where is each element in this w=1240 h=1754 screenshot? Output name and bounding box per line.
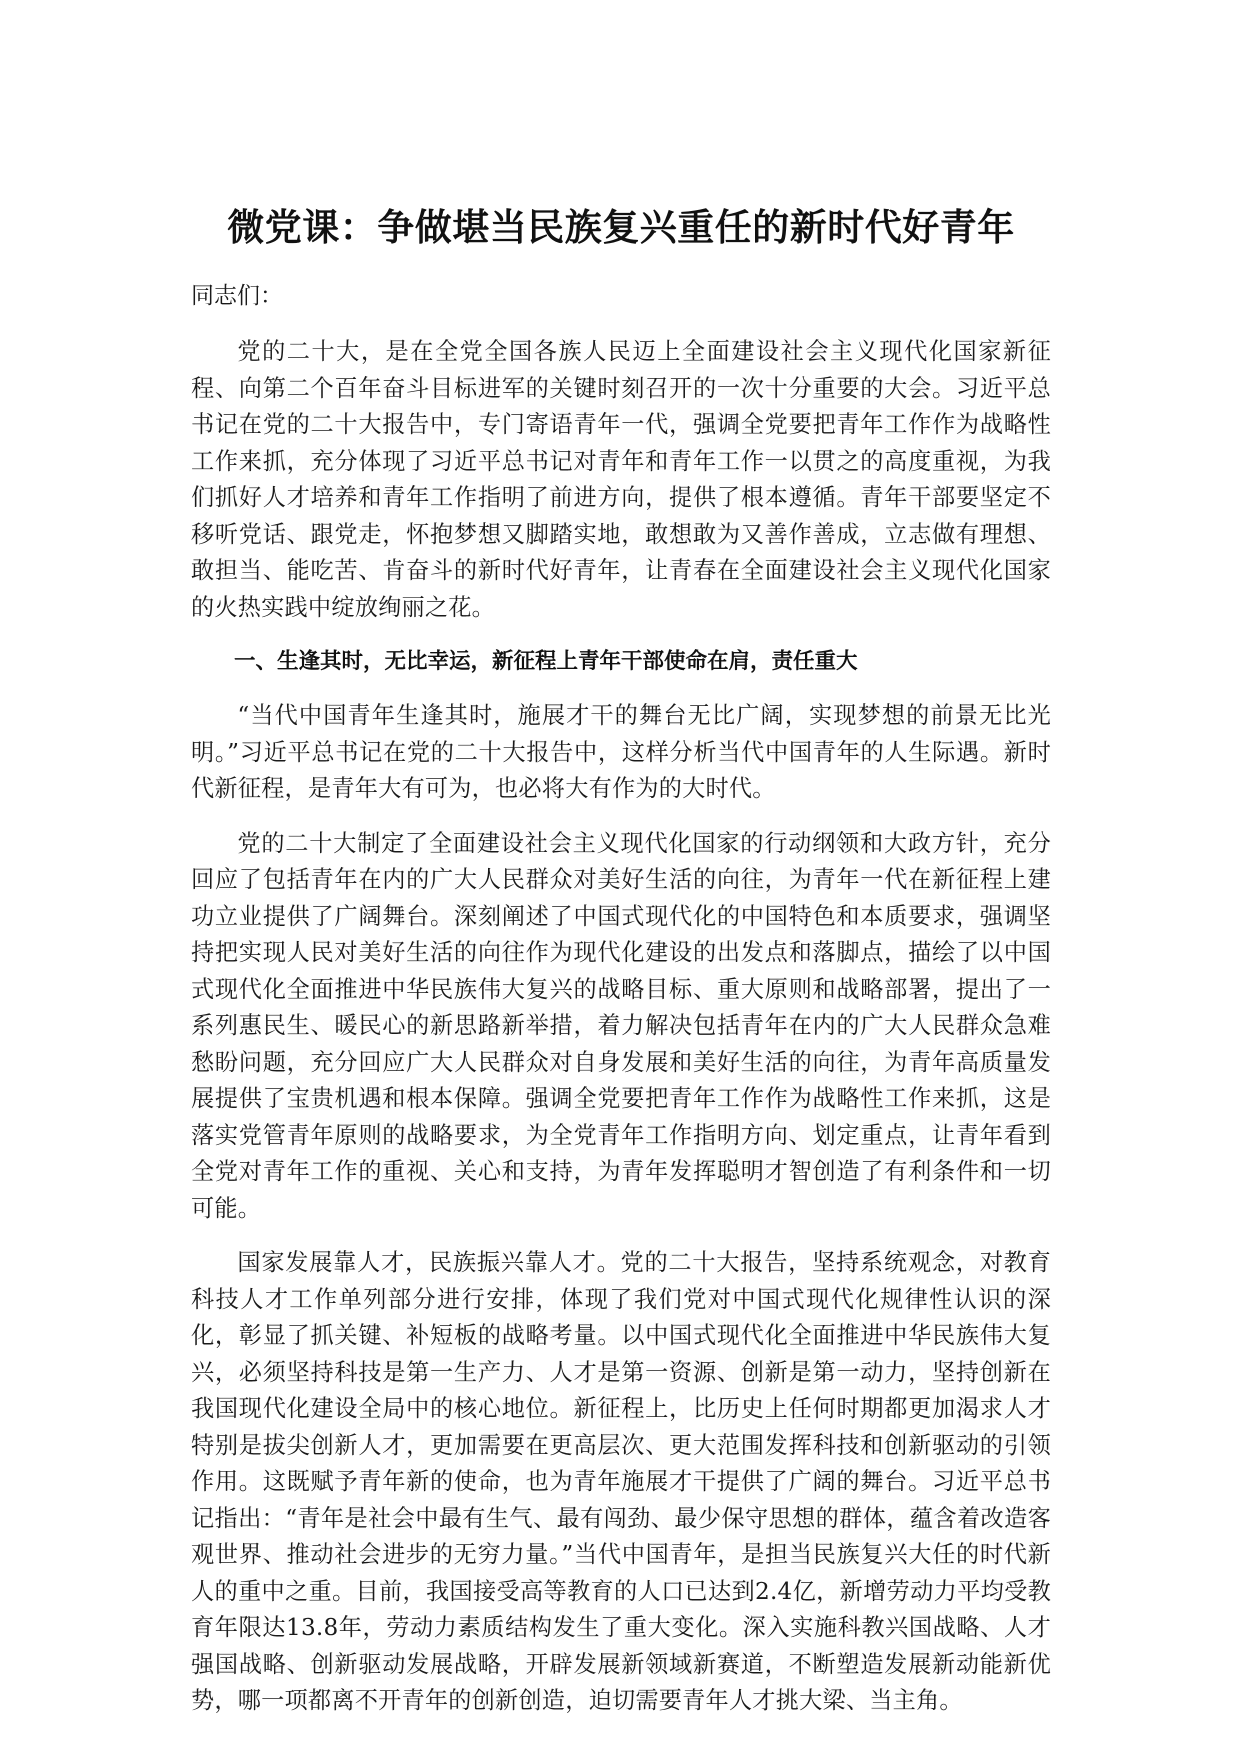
section-heading-1: 一、生逢其时，无比幸运，新征程上青年干部使命在肩，责任重大 — [234, 649, 858, 674]
paragraph-quote: “当代中国青年生逢其时，施展才干的舞台无比广阔，实现梦想的前景无比光明。”习近平总书记在党的二十大报告中，这样分析当代中国青年的人生际遇。新时代新征程，是青年大有可为，也必将大有作为的大时代。 — [191, 702, 1051, 802]
document-title: 微党课：争做堪当民族复兴重任的新时代好青年 — [227, 206, 1015, 249]
paragraph-congress: 党的二十大制定了全面建设社会主义现代化国家的行动纲领和大政方针，充分回应了包括青年在内的广大人民群众对美好生活的向往，为青年一代在新征程上建功立业提供了广阔舞台。深刻阐述了中国式现代化的中国特色和本质要求，强调坚持把实现人民对美好生活的向往作为现代化建设的出发点和落脚点，描绘了以中国式现代化全面推进中华民族伟大复兴的战略目标、重大原则和战略部署，提出了一系列惠民生、暖民心的新思路新举措，着力解决包括青年在内的广大人民群众急难愁盼问题，充分回应广大人民群众对自身发展和美好生活的向往，为青年高质量发展提供了宝贵机遇和根本保障。强调全党要把青年工作作为战略性工作来抓，这是落实党管青年原则的战略要求，为全党青年工作指明方向、划定重点，让青年看到全党对青年工作的重视、关心和支持，为青年发挥聪明才智创造了有利条件和一切可能。 — [191, 829, 1051, 1222]
document-page — [191, 200, 1051, 1738]
salutation: 同志们： — [191, 283, 283, 309]
paragraph-intro: 党的二十大，是在全党全国各族人民迈上全面建设社会主义现代化国家新征程、向第二个百年奋斗目标进军的关键时刻召开的一次十分重要的大会。习近平总书记在党的二十大报告中，专门寄语青年一代，强调全党要把青年工作作为战略性工作来抓，充分体现了习近平总书记对青年和青年工作一以贯之的高度重视，为我们抓好人才培养和青年工作指明了前进方向，提供了根本遵循。青年干部要坚定不移听党话、跟党走，怀抱梦想又脚踏实地，敢想敢为又善作善成，立志做有理想、敢担当、能吃苦、肯奋斗的新时代好青年，让青春在全面建设社会主义现代化国家的火热实践中绽放绚丽之花。 — [191, 338, 1051, 621]
paragraph-talent: 国家发展靠人才，民族振兴靠人才。党的二十大报告，坚持系统观念，对教育科技人才工作单列部分进行安排，体现了我们党对中国式现代化规律性认识的深化，彰显了抓关键、补短板的战略考量。以中国式现代化全面推进中华民族伟大复兴，必须坚持科技是第一生产力、人才是第一资源、创新是第一动力，坚持创新在我国现代化建设全局中的核心地位。新征程上，比历史上任何时期都更加渴求人才特别是拔尖创新人才，更加需要在更高层次、更大范围发挥科技和创新驱动的引领作用。这既赋予青年新的使命，也为青年施展才干提供了广阔的舞台。习近平总书记指出：“青年是社会中最有生气、最有闯劲、最少保守思想的群体，蕴含着改造客观世界、推动社会进步的无穷力量。”当代中国青年，是担当民族复兴大任的时代新人的重中之重。目前，我国接受高等教育的人口已达到2.4亿，新增劳动力平均受教育年限达13.8年，劳动力素质结构发生了重大变化。深入实施科教兴国战略、人才强国战略、创新驱动发展战略，开辟发展新领域新赛道，不断塑造发展新动能新优势，哪一项都离不开青年的创新创造，迫切需要青年人才挑大梁、当主角。 — [191, 1249, 1051, 1714]
